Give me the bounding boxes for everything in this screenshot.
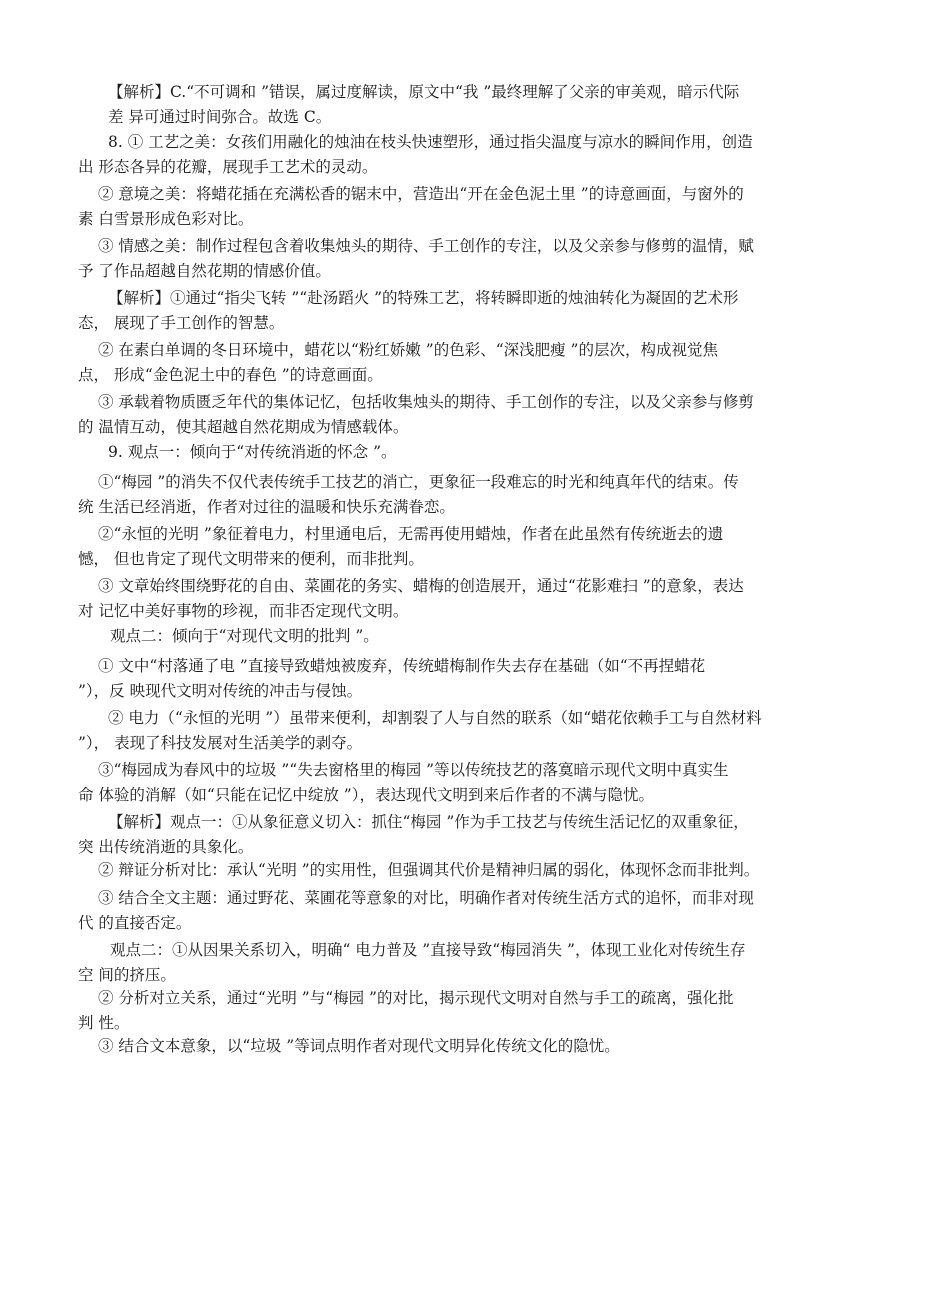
paragraph-line: ③ 结合全文主题：通过野花、菜圃花等意象的对比，明确作者对传统生活方式的追怀，而非对现 xyxy=(98,889,754,907)
paragraph-line: 对 记忆中美好事物的珍视，而非否定现代文明。 xyxy=(78,602,409,620)
answer-q9-view-2-item-2 xyxy=(78,706,878,756)
paragraph-line: ②“永恒的光明 ”象征着电力，村里通电后，无需再使用蜡烛，作者在此虽然有传统逝去的遗 xyxy=(98,525,724,543)
analysis-q9-view-1 xyxy=(78,810,878,860)
paragraph-line: 出 形态各异的花瓣，展现手工艺术的灵动。 xyxy=(78,158,378,176)
paragraph-line: 点， 形成“金色泥土中的春色 ”的诗意画面。 xyxy=(78,366,383,384)
paragraph-line: 予 了作品超越自然花期的情感价值。 xyxy=(78,262,331,280)
paragraph-line: 【解析】①通过“指尖飞转 ”“赴汤蹈火 ”的特殊工艺，将转瞬即逝的烛油转化为凝固的艺术形 xyxy=(108,289,739,307)
paragraph-line: ③ 文章始终围绕野花的自由、菜圃花的务实、蜡梅的创造展开，通过“花影难扫 ”的意象，表达 xyxy=(98,577,744,595)
analysis-q9-view-2-item-3 xyxy=(78,1034,878,1059)
answer-q9-view-1-item-1 xyxy=(78,470,878,520)
answer-q9-view-2-item-1 xyxy=(78,654,878,704)
paragraph-line: 判 性。 xyxy=(78,1014,130,1032)
analysis-q8-item-2 xyxy=(78,338,878,388)
answer-q9-view-1-heading xyxy=(78,440,878,465)
paragraph-line: 【解析】C.“不可调和 ”错误，属过度解读，原文中“我 ”最终理解了父亲的审美观，暗示代际 xyxy=(108,83,740,101)
paragraph-line: ③ 承载着物质匮乏年代的集体记忆，包括收集烛头的期待、手工创作的专注，以及父亲参与修剪 xyxy=(98,393,754,411)
paragraph-line: 【解析】观点一：①从象征意义切入：抓住“梅园 ”作为手工技艺与传统生活记忆的双重象征， xyxy=(108,813,749,831)
paragraph-line: 差 异可通过时间弥合。故选 C。 xyxy=(108,108,332,126)
paragraph-line: ”）， 表现了科技发展对生活美学的剥夺。 xyxy=(78,734,363,752)
paragraph-line: ③“梅园成为春风中的垃圾 ”“失去窗格里的梅园 ”等以传统技艺的落寞暗示现代文明中真实生 xyxy=(98,761,729,779)
paragraph-line: ③ 情感之美：制作过程包含着收集烛头的期待、手工创作的专注，以及父亲参与修剪的温情，赋 xyxy=(98,237,754,255)
paragraph-line: ② 意境之美：将蜡花插在充满松香的锯末中，营造出“开在金色泥土里 ”的诗意画面，与窗外的 xyxy=(98,185,744,203)
paragraph-line: 憾， 但也肯定了现代文明带来的便利，而非批判。 xyxy=(78,550,424,568)
paragraph-line: ② 分析对立关系，通过“光明 ”与“梅园 ”的对比，揭示现代文明对自然与手工的疏离，强化批 xyxy=(98,989,734,1007)
paragraph-line: 统 生活已经消逝，作者对过往的温暖和快乐充满眷恋。 xyxy=(78,498,455,516)
analysis-q8-item-3 xyxy=(78,390,878,440)
paragraph-line: ”），反 映现代文明对传统的冲击与侵蚀。 xyxy=(78,682,363,700)
paragraph-line: 的 温情互动，使其超越自然花期成为情感载体。 xyxy=(78,418,409,436)
answer-q8-item-1 xyxy=(78,130,878,180)
answer-q8-item-2 xyxy=(78,182,878,232)
paragraph-line: ①“梅园 ”的消失不仅代表传统手工技艺的消亡，更象征一段难忘的时光和纯真年代的结束。传 xyxy=(98,473,739,491)
answer-q9-view-1-item-3 xyxy=(78,574,878,624)
analysis-q9-view-1-item-3 xyxy=(78,886,878,936)
paragraph-line: ② 在素白单调的冬日环境中，蜡花以“粉红娇嫩 ”的色彩、“深浅肥瘦 ”的层次，构成视觉焦 xyxy=(98,341,718,359)
analysis-q8-item-1 xyxy=(78,286,878,336)
paragraph-line: 代 的直接否定。 xyxy=(78,914,192,932)
paragraph-line: ② 电力（“永恒的光明 ”）虽带来便利，却割裂了人与自然的联系（如“蜡花依赖手工与自然材料 xyxy=(108,709,762,727)
paragraph-line: 9. 观点一：倾向于“对传统消逝的怀念 ”。 xyxy=(108,443,397,461)
paragraph-line: 8. ① 工艺之美：女孩们用融化的烛油在枝头快速塑形，通过指尖温度与凉水的瞬间作用，创造 xyxy=(108,133,753,151)
answer-q8-item-3 xyxy=(78,234,878,284)
paragraph-line: 观点二：倾向于“对现代文明的批判 ”。 xyxy=(110,627,379,645)
paragraph-line: 态， 展现了手工创作的智慧。 xyxy=(78,314,285,332)
analysis-q7 xyxy=(78,80,908,130)
paragraph-line: ② 辩证分析对比：承认“光明 ”的实用性，但强调其代价是精神归属的弱化，体现怀念而非批判。 xyxy=(98,861,760,879)
analysis-q9-view-1-item-2 xyxy=(78,858,878,883)
paragraph-line: 命 体验的消解（如“只能在记忆中绽放 ”），表达现代文明到来后作者的不满与隐忧。 xyxy=(78,786,654,804)
paragraph-line: 突 出传统消逝的具象化。 xyxy=(78,838,254,856)
answer-q9-view-2-item-3 xyxy=(78,758,878,808)
paragraph-line: ① 文中“村落通了电 ”直接导致蜡烛被废弃，传统蜡梅制作失去存在基础（如“不再捏蜡花 xyxy=(98,657,706,675)
analysis-q9-view-2-item-2 xyxy=(78,986,878,1036)
paragraph-line: 素 白雪景形成色彩对比。 xyxy=(78,210,254,228)
analysis-q9-view-2 xyxy=(78,938,878,988)
answer-q9-view-1-item-2 xyxy=(78,522,878,572)
paragraph-line: ③ 结合文本意象，以“垃圾 ”等词点明作者对现代文明异化传统文化的隐忧。 xyxy=(98,1037,620,1055)
answer-q9-view-2-heading xyxy=(78,624,878,649)
paragraph-line: 观点二：①从因果关系切入，明确“ 电力普及 ”直接导致“梅园消失 ”，体现工业化对传统生存 xyxy=(110,941,746,959)
paragraph-line: 空 间的挤压。 xyxy=(78,966,176,984)
